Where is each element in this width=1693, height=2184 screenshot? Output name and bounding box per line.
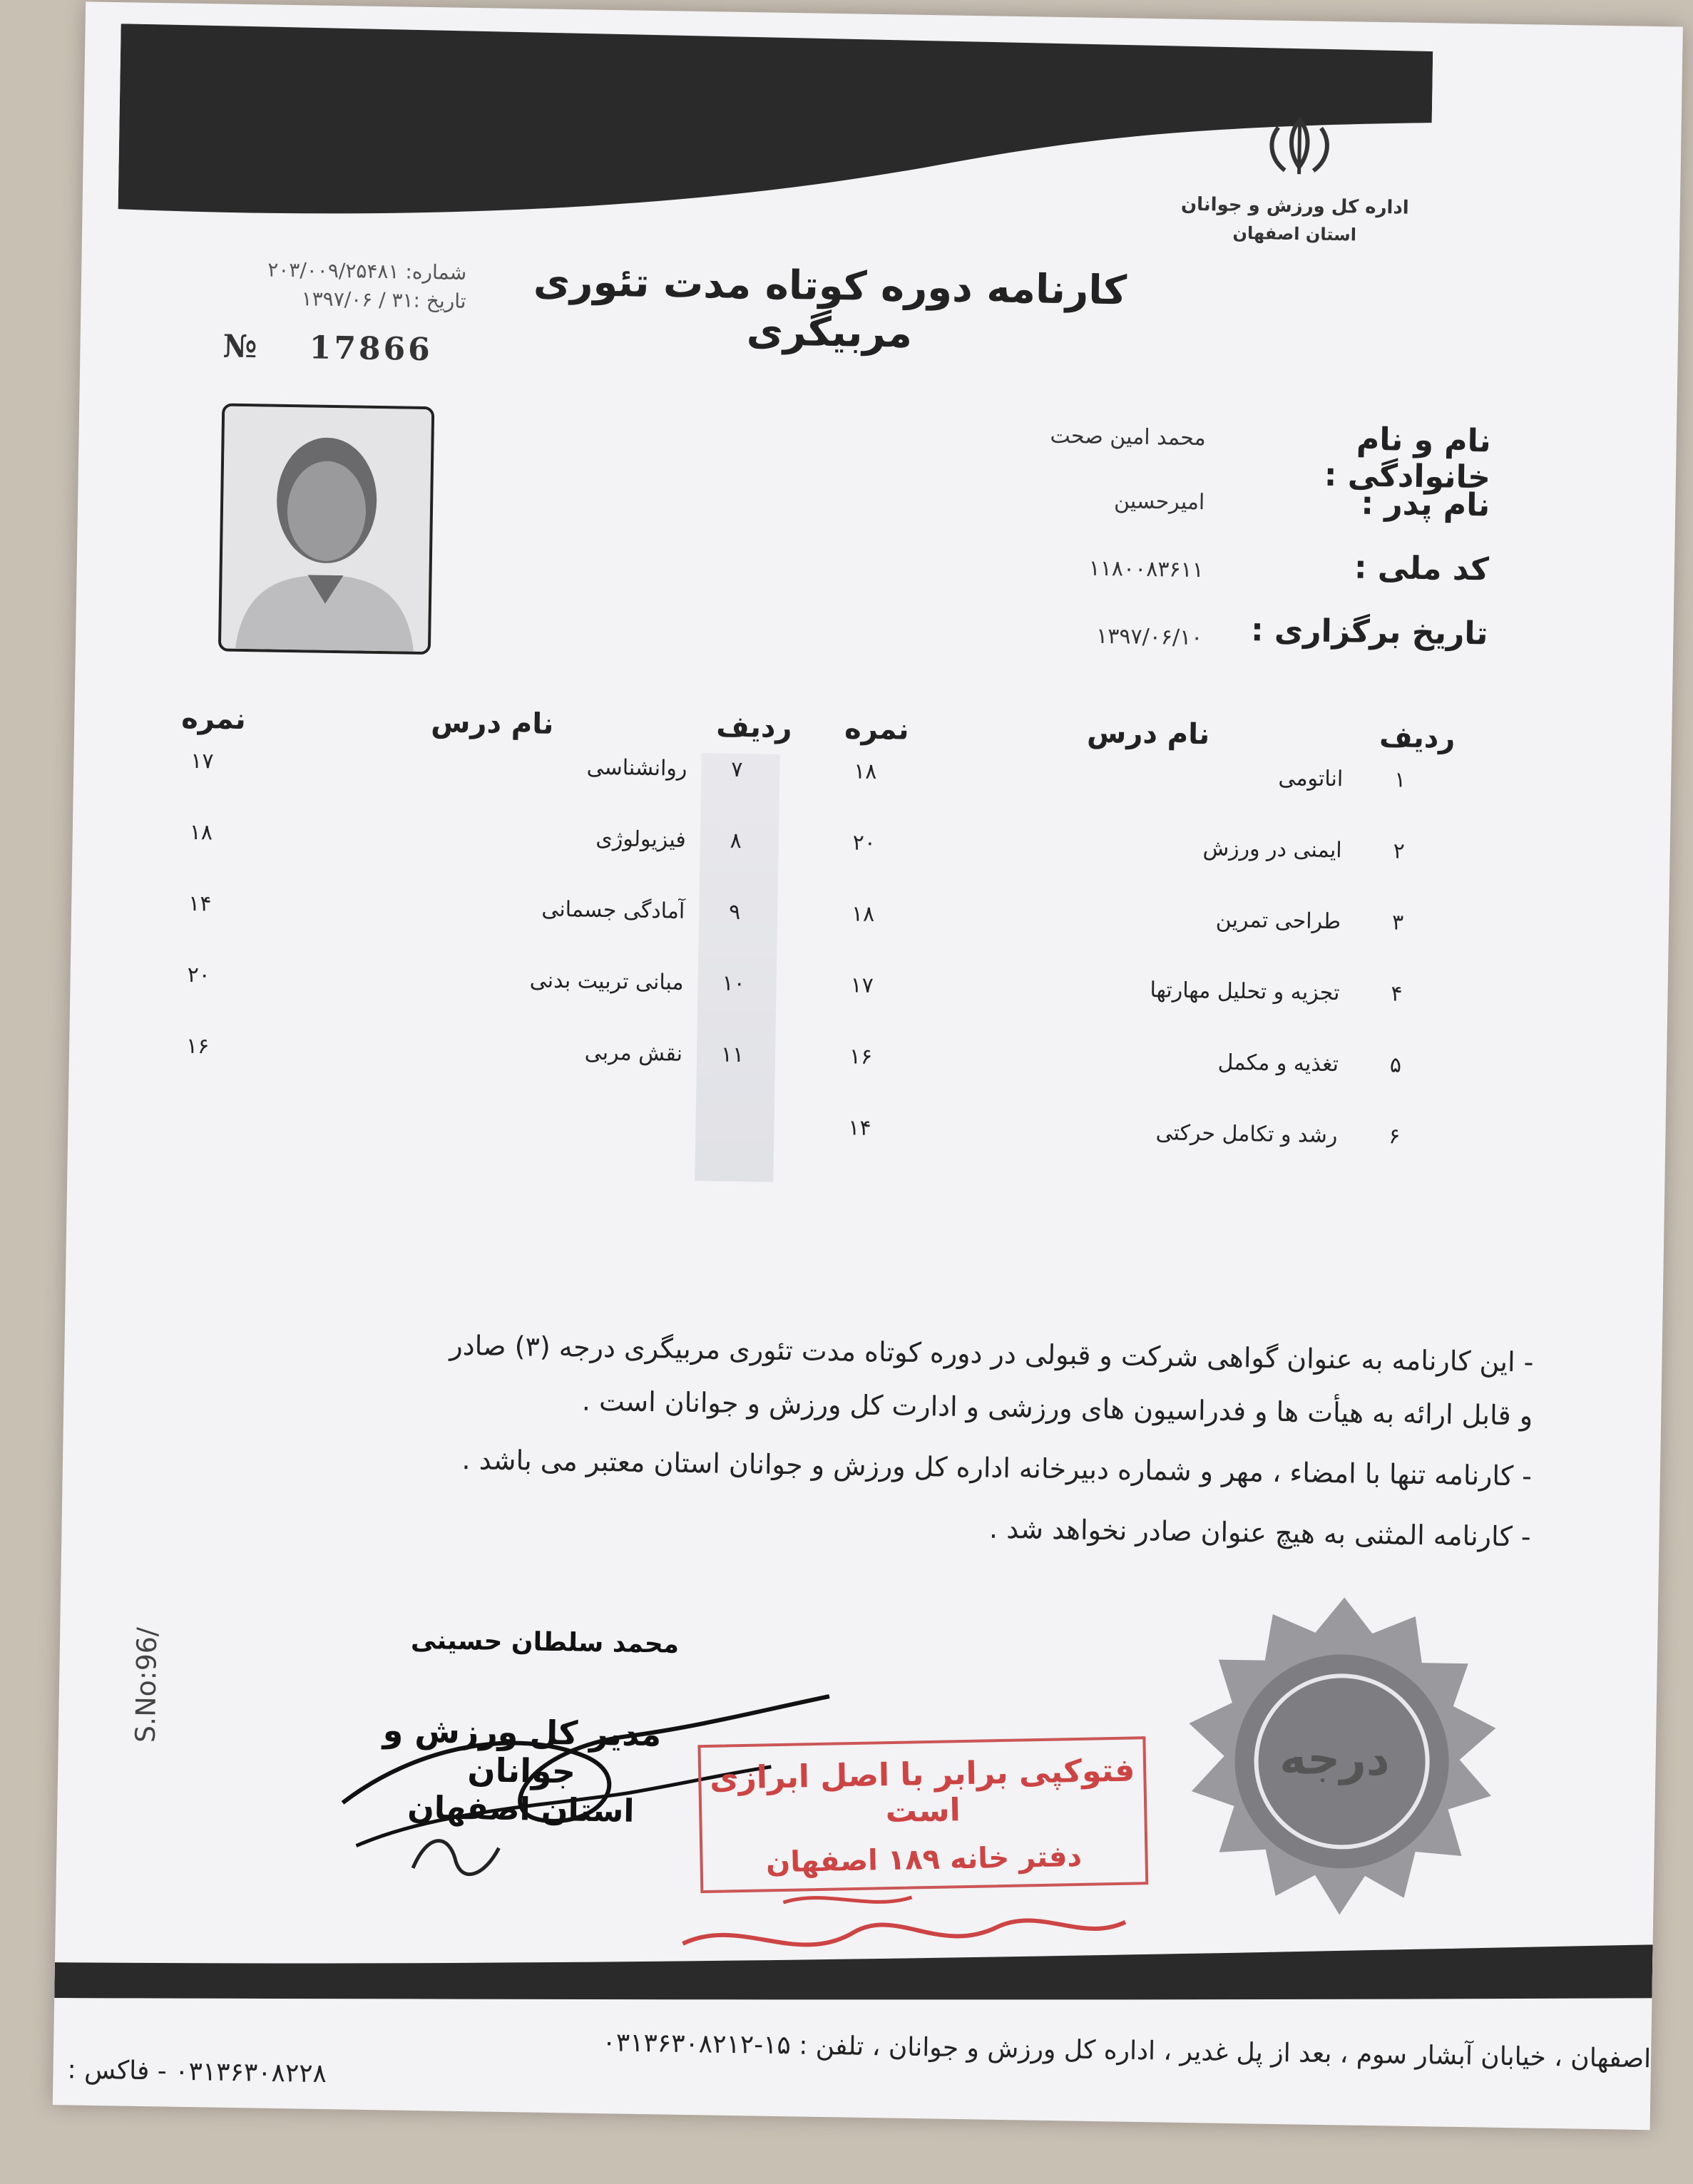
header-course-left: نام درس: [430, 706, 554, 741]
father-label: نام پدر :: [1361, 485, 1490, 524]
note-line-1: - این کارنامه به عنوان گواهی شرکت و قبولی در دوره کوتاه مدت تئوری مربیگری درجه (۳) صادر: [449, 1329, 1534, 1378]
stamp-line-2: دفتر خانه ۱۸۹ اصفهان: [765, 1840, 1083, 1880]
national-id-label: کد ملی :: [1354, 549, 1490, 588]
header-grade-right: نمره: [844, 712, 909, 747]
signatory-name: محمد سلطان حسینی: [410, 1625, 680, 1659]
ref-date: تاریخ :۳۱ / ۱۳۹۷/۰۶: [301, 287, 466, 313]
course-row: ۹: [728, 899, 741, 925]
footer-fax: ۰۳۱۳۶۳۰۸۲۲۸ - فاکس :: [67, 2055, 327, 2089]
ref-number: شماره: ۲۰۳/۰۰۹/۲۵۴۸۱: [267, 257, 467, 284]
signatory-title: مدیر کل ورزش و جوانان: [382, 1711, 662, 1791]
course-row: ۶: [1388, 1124, 1401, 1149]
course-grade: ۱۶: [849, 1044, 873, 1070]
course-grade: ۱۷: [850, 973, 874, 998]
course-row: ۳: [1391, 910, 1404, 935]
course-name: فیزیولوژی: [595, 826, 687, 853]
course-name: اناتومی: [1278, 765, 1344, 792]
course-name: ایمنی در ورزش: [1202, 836, 1342, 863]
footer-band: [54, 1919, 1652, 2023]
course-name: تغذیه و مکمل: [1217, 1050, 1339, 1077]
header-grade-left: نمره: [181, 702, 247, 737]
course-name: رشد و تکامل حرکتی: [1155, 1120, 1338, 1149]
course-grade: ۲۰: [852, 830, 876, 856]
signatory-province: استان اصفهان: [406, 1789, 635, 1830]
course-name: نقش مربی: [584, 1040, 683, 1067]
date-value: ۱۳۹۷/۰۶/۱۰: [1095, 623, 1203, 651]
header-row-left: ردیف: [715, 710, 792, 745]
course-row: ۴: [1391, 981, 1403, 1007]
header-row-right: ردیف: [1379, 721, 1456, 755]
name-value: محمد امین صحت: [1050, 423, 1206, 451]
course-grade: ۱۸: [851, 901, 875, 927]
name-label: نام و نام خانوادگی :: [1324, 421, 1492, 496]
serial-number: [223, 328, 433, 368]
iran-emblem-icon: [1252, 113, 1346, 194]
course-grade: ۱۷: [190, 748, 214, 774]
serial-value: 17866: [309, 329, 434, 369]
side-serial: S.No:96/: [129, 1626, 163, 1743]
course-row: ۲: [1393, 839, 1405, 864]
seal-grade-text: درجه: [1279, 1732, 1391, 1787]
course-grade: ۱۴: [188, 891, 212, 917]
note-line-3: - کارنامه تنها با امضاء ، مهر و شماره دبیرخانه اداره کل ورزش و جوانان استان معتبر می باشد .: [461, 1443, 1533, 1492]
applicant-photo: [218, 403, 434, 655]
header-course-right: نام درس: [1086, 716, 1210, 752]
document-title: کارنامه دوره کوتاه مدت تئوری مربیگری: [533, 258, 1127, 357]
course-grade: ۱۴: [848, 1115, 871, 1141]
note-line-4: - کارنامه المثنی به هیچ عنوان صادر نخواهد شد .: [988, 1512, 1531, 1553]
footer-address: اصفهان ، خیابان آبشار سوم ، بعد از پل غدیر ، اداره کل ورزش و جوانان ، تلفن : ۱۵-۰۳۱۳۶۳۰۸۲۱۲: [602, 2028, 1652, 2074]
course-name: مبانی تربیت بدنی: [529, 968, 684, 995]
father-value: امیرحسین: [1113, 488, 1205, 516]
course-row: ۱۱: [720, 1042, 745, 1068]
course-name: آمادگی جسمانی: [541, 896, 685, 924]
course-row: ۸: [730, 828, 742, 853]
table-shading: [695, 753, 779, 1182]
date-label: تاریخ برگزاری :: [1250, 612, 1488, 652]
numero-symbol: №: [223, 328, 260, 366]
note-line-2: و قابل ارائه به هیأت ها و فدراسیون های ورزشی و ادارت کل ورزش و جوانان است .: [581, 1385, 1533, 1432]
course-name: تجزیه و تحلیل مهارتها: [1150, 978, 1340, 1006]
course-row: ۷: [730, 757, 743, 783]
national-id-value: ۱۱۸۰۰۸۳۶۱۱: [1088, 555, 1204, 583]
course-row: ۱۰: [722, 970, 746, 997]
course-row: ۱: [1393, 767, 1406, 793]
course-grade: ۲۰: [187, 962, 211, 988]
stamp-line-1: فتوکپی برابر با اصل ابرازی است: [709, 1752, 1135, 1830]
certificate-sheet: [53, 1, 1683, 2130]
org-name: اداره کل ورزش و جوانان: [1180, 193, 1409, 219]
course-grade: ۱۸: [853, 759, 877, 784]
course-grade: ۱۸: [189, 819, 213, 846]
org-province: استان اصفهان: [1232, 222, 1357, 245]
course-name: طراحی تمرین: [1215, 907, 1341, 935]
notary-stamp: [697, 1736, 1148, 1893]
course-row: ۵: [1389, 1052, 1402, 1078]
course-grade: ۱۶: [185, 1033, 210, 1060]
course-name: روانشناسی: [586, 754, 687, 781]
